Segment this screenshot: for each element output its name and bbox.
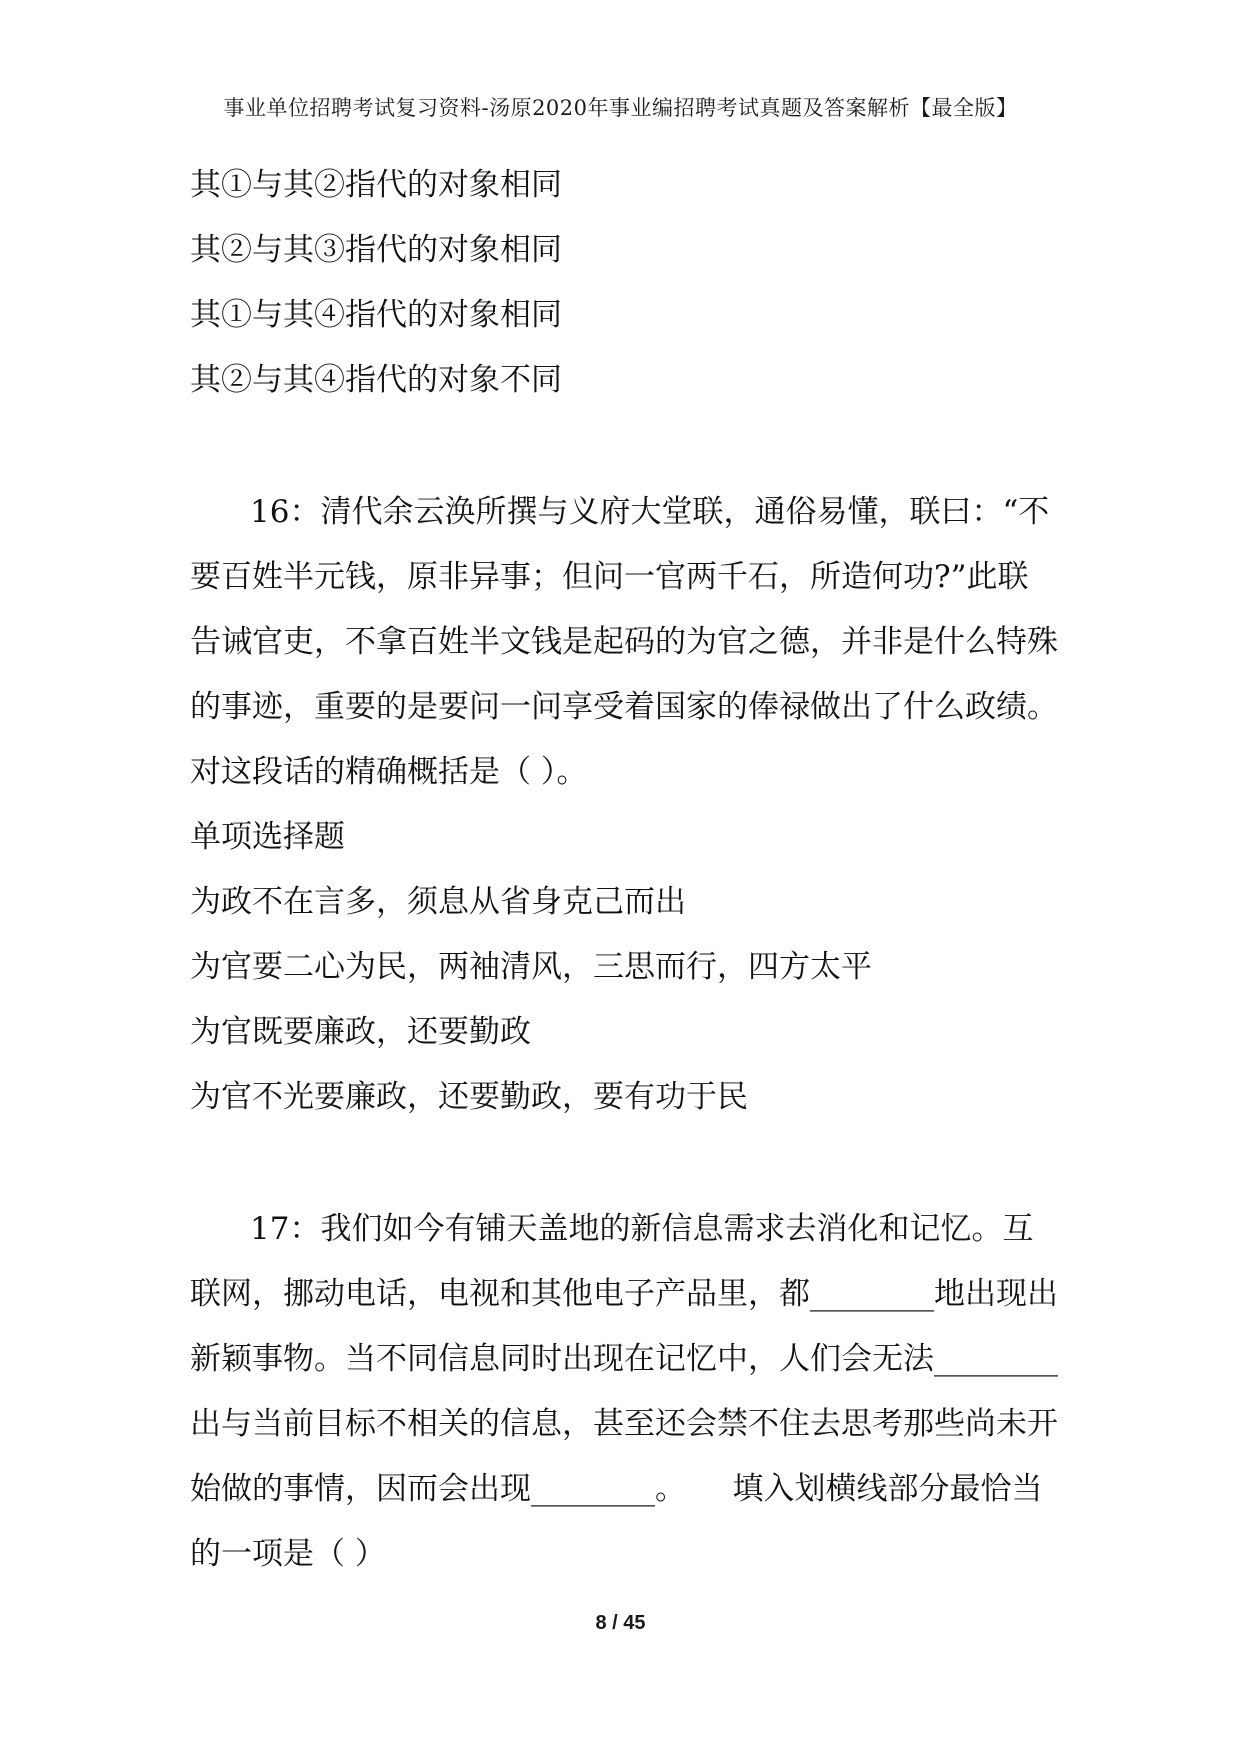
q15-option-2: 其②与其③指代的对象相同	[190, 232, 562, 268]
q17-stem-line-2: 联网，挪动电话，电视和其他电子产品里，都________地出现出	[190, 1276, 1058, 1312]
page-number: 8 / 45	[595, 1612, 646, 1634]
q17-stem-line-5: 始做的事情，因而会出现________。 填入划横线部分最恰当	[190, 1471, 1043, 1507]
q16-option-1: 为政不在言多，须息从省身克己而出	[190, 884, 686, 920]
q17-stem-line-3: 新颖事物。当不同信息同时出现在记忆中，人们会无法________	[190, 1341, 1058, 1377]
q15-option-4: 其②与其④指代的对象不同	[190, 362, 562, 398]
q16-option-4: 为官不光要廉政，还要勤政，要有功于民	[190, 1079, 748, 1115]
q16-stem-line-2: 要百姓半元钱，原非异事；但问一官两千石，所造何功?”此联	[190, 559, 1029, 595]
q16-option-2: 为官要二心为民，两袖清风，三思而行，四方太平	[190, 949, 872, 985]
q16-stem-line-1: 16：清代余云涣所撰与义府大堂联，通俗易懂，联曰：“不	[250, 494, 1050, 530]
q16-option-3: 为官既要廉政，还要勤政	[190, 1014, 531, 1050]
page-header: 事业单位招聘考试复习资料-汤原2020年事业编招聘考试真题及答案解析【最全版】	[223, 96, 1018, 120]
q16-stem-line-4: 的事迹，重要的是要问一问享受着国家的俸禄做出了什么政绩。	[190, 689, 1058, 725]
q17-stem-line-6: 的一项是（ ）	[190, 1536, 386, 1572]
q15-option-1: 其①与其②指代的对象相同	[190, 167, 562, 203]
q16-stem-line-5: 对这段话的精确概括是（ ）。	[190, 754, 588, 790]
q17-stem-line-4: 出与当前目标不相关的信息，甚至还会禁不住去思考那些尚未开	[190, 1406, 1058, 1442]
q17-stem-line-1: 17：我们如今有铺天盖地的新信息需求去消化和记忆。互	[250, 1211, 1034, 1247]
q16-stem-line-3: 告诫官吏，不拿百姓半文钱是起码的为官之德，并非是什么特殊	[190, 624, 1058, 660]
q15-option-3: 其①与其④指代的对象相同	[190, 297, 562, 333]
q16-question-type: 单项选择题	[190, 819, 345, 855]
